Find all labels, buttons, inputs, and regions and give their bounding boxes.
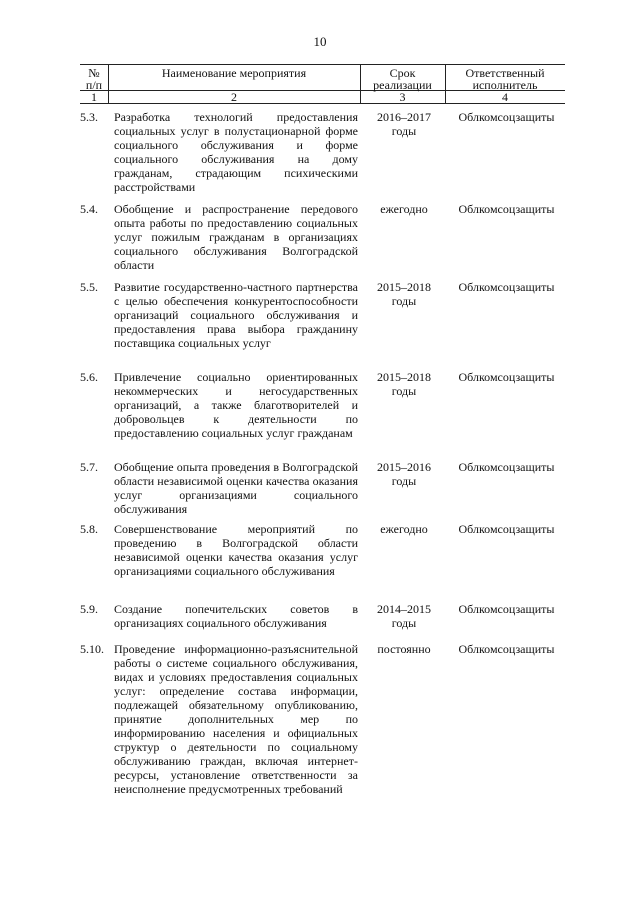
executor: Облкомсоцзащиты: [458, 602, 555, 616]
activity-name: Проведение информационно-разъяснительной работы о системе социального обслуживания, видах и условиях предоставления социальных услуг: определение состава информации, подлежащей обязательному опубликованию, принятие дополнительных мер по информированию населения и официальных структур о деятельности по социальному обслуживанию граждан, включая интернет-ресурсы, установление ответственности за неисполнение предусмотренных требований: [114, 642, 358, 796]
row-number: 5.3.: [80, 110, 98, 124]
activity-name: Развитие государственно-частного партнерства с целью обеспечения конкурентоспособности организаций социального обслуживания и предоставления права выбора гражданину поставщика социальных услуг: [114, 280, 358, 350]
activity-name: Обобщение опыта проведения в Волгоградской области независимой оценки качества оказания услуг организациями социального обслуживания: [114, 460, 358, 516]
row-number: 5.5.: [80, 280, 98, 294]
table-header: [80, 64, 565, 103]
column-number-1: 1: [91, 90, 97, 104]
term: ежегодно: [380, 202, 428, 216]
row-number: 5.9.: [80, 602, 98, 616]
term: 2014–2015 годы: [377, 602, 431, 630]
term: 2016–2017 годы: [377, 110, 431, 138]
header-number: № п/п: [85, 66, 103, 92]
activity-name: Обобщение и распространение передового опыта работы по предоставлению социальных услуг пожилым гражданам в организациях социального обслуживания Волгоградской области: [114, 202, 358, 272]
row-number: 5.8.: [80, 522, 98, 536]
header-activity-name: Наименование мероприятия: [161, 66, 307, 80]
term: 2015–2018 годы: [377, 370, 431, 398]
header-bottom-border: [80, 103, 565, 104]
column-number-4: 4: [502, 90, 508, 104]
activity-name: Привлечение социально ориентированных некоммерческих и негосударственных организаций, а также благотворителей и добровольцев к деятельности по предоставлению социальных услуг гражданам: [114, 370, 358, 440]
page-number: 10: [313, 34, 327, 49]
column-number-3: 3: [399, 90, 406, 104]
activity-name: Совершенствование мероприятий по проведению в Волгоградской области независимой оценки качества оказания услуг организациями социального обслуживания: [114, 522, 358, 578]
column-number-2: 2: [231, 90, 237, 104]
header-term: Срок реализации: [373, 66, 432, 92]
activity-name: Разработка технологий предоставления социальных услуг в полустационарной форме социального обслуживания и форме социального обслуживания на дому гражданам, страдающим психическими расстройствами: [114, 110, 358, 194]
executor: Облкомсоцзащиты: [458, 370, 555, 384]
executor: Облкомсоцзащиты: [458, 280, 555, 294]
term: постоянно: [377, 642, 431, 656]
executor: Облкомсоцзащиты: [458, 460, 555, 474]
activity-name: Создание попечительских советов в организациях социального обслуживания: [114, 602, 358, 630]
executor: Облкомсоцзащиты: [458, 642, 555, 656]
row-number: 5.10.: [80, 642, 104, 656]
executor: Облкомсоцзащиты: [458, 110, 555, 124]
executor: Облкомсоцзащиты: [458, 522, 555, 536]
header-executor: Ответственный исполнитель: [465, 66, 545, 92]
term: ежегодно: [380, 522, 428, 536]
term: 2015–2016 годы: [377, 460, 431, 488]
row-number: 5.6.: [80, 370, 98, 384]
row-number: 5.7.: [80, 460, 98, 474]
row-number: 5.4.: [80, 202, 98, 216]
executor: Облкомсоцзащиты: [458, 202, 555, 216]
term: 2015–2018 годы: [377, 280, 431, 308]
